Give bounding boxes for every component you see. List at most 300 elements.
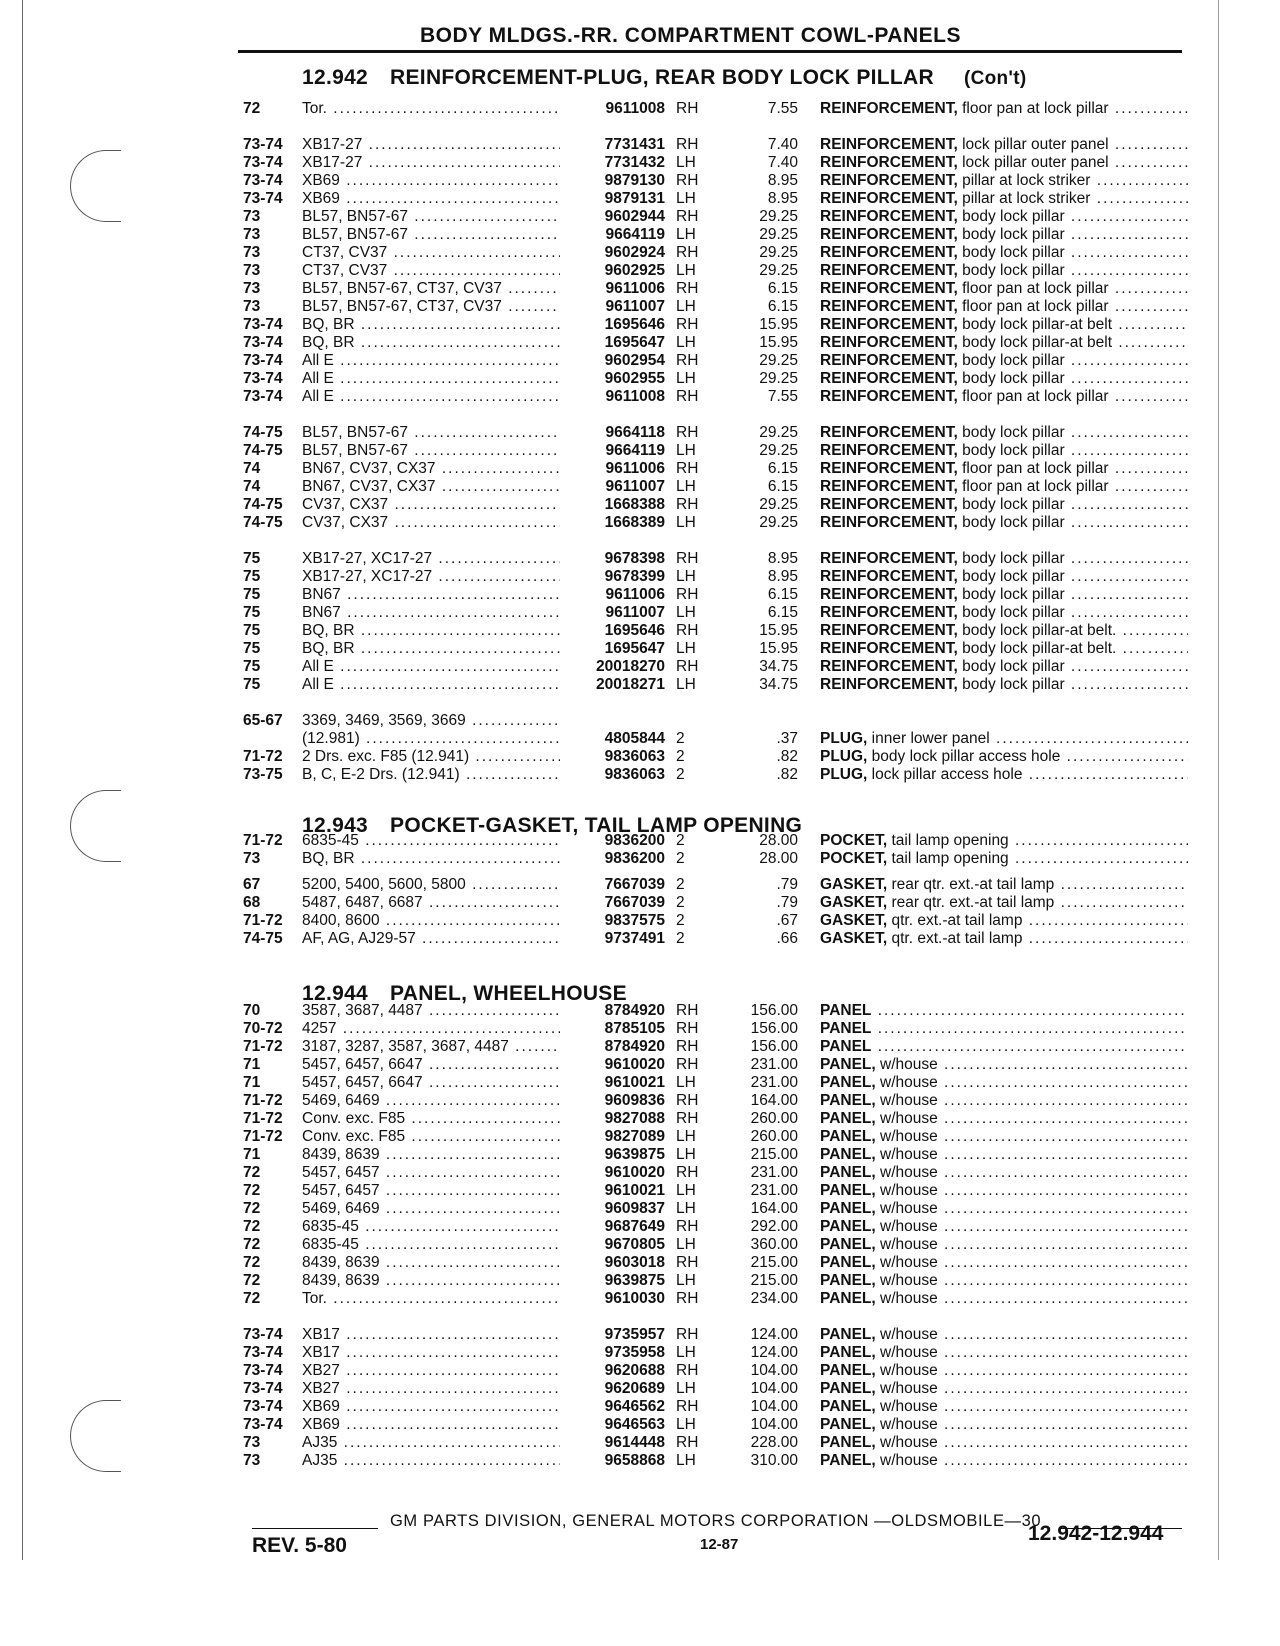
quantity-side: 2 (676, 912, 685, 929)
model-year: 74-75 (243, 514, 283, 531)
part-number: 9602954 (604, 352, 665, 369)
footer-rule (252, 1528, 378, 1529)
part-number: 9611006 (605, 280, 665, 297)
part-number: 9664119 (605, 226, 665, 243)
description-detail: body lock pillar-at belt ..... (958, 316, 1188, 333)
description-noun: PLUG, (820, 766, 868, 783)
model-applicability: CV37, CX37 ..... (302, 496, 560, 514)
model-year: 73-74 (243, 1344, 283, 1361)
model-year: 73 (243, 208, 261, 225)
quantity-side: RH (676, 550, 699, 567)
part-number: 9658868 (604, 1452, 665, 1469)
model-year: 75 (243, 568, 261, 585)
model-applicability: BQ, BR ..... (302, 850, 560, 868)
price: 29.25 (759, 496, 798, 513)
part-description (820, 1218, 1188, 1236)
model-applicability: BL57, BN57-67 ..... (302, 226, 560, 244)
part-number: 9670805 (604, 1236, 665, 1253)
part-number: 9836200 (604, 832, 665, 849)
model-applicability: BL57, BN57-67 ..... (302, 424, 560, 442)
description-detail: lock pillar outer panel ..... (958, 136, 1188, 153)
model-applicability: CV37, CX37 ..... (302, 514, 560, 532)
part-description (820, 316, 1188, 334)
model-applicability: BL57, BN57-67, CT37, CV37 ..... (302, 298, 560, 316)
part-number: 9610030 (604, 1290, 665, 1307)
description-noun: GASKET, (820, 894, 888, 911)
part-number: 9836200 (604, 850, 665, 867)
description-detail: w/house ..... (876, 1380, 1188, 1397)
description-detail: body lock pillar ..... (958, 586, 1188, 603)
description-noun: PANEL (820, 1020, 872, 1037)
model-applicability: BN67, CV37, CX37 ..... (302, 478, 560, 496)
price: 29.25 (759, 262, 798, 279)
model-applicability: Tor. ..... (302, 1290, 560, 1308)
description-noun: PANEL, (820, 1092, 876, 1109)
price: 15.95 (759, 622, 798, 639)
price: 28.00 (759, 832, 798, 849)
model-applicability: All E ..... (302, 370, 560, 388)
part-description (820, 1002, 1188, 1020)
description-detail: rear qtr. ext.-at tail lamp ..... (887, 876, 1188, 893)
part-number: 7667039 (604, 876, 665, 893)
price: 231.00 (750, 1182, 798, 1199)
description-detail: body lock pillar ..... (958, 352, 1188, 369)
price: 8.95 (767, 550, 798, 567)
model-applicability: Tor. ..... (302, 100, 560, 118)
model-year: 73-74 (243, 352, 283, 369)
description-detail: body lock pillar-at belt ..... (958, 334, 1188, 351)
price: 260.00 (750, 1128, 798, 1145)
description-noun: PANEL, (820, 1452, 876, 1469)
quantity-side: LH (676, 334, 696, 351)
quantity-side: RH (676, 622, 699, 639)
description-detail: body lock pillar ..... (958, 370, 1188, 387)
description-noun: REINFORCEMENT, (820, 154, 958, 171)
part-number: 9678399 (604, 568, 665, 585)
model-year: 72 (243, 1272, 261, 1289)
description-noun: PANEL, (820, 1344, 876, 1361)
model-year: 73 (243, 1434, 261, 1451)
quantity-side: RH (676, 1434, 699, 1451)
part-description (820, 352, 1188, 370)
description-noun: REINFORCEMENT, (820, 658, 958, 675)
price: .82 (776, 748, 798, 765)
quantity-side: LH (676, 604, 696, 621)
description-detail: w/house ..... (876, 1416, 1188, 1433)
part-description (820, 460, 1188, 478)
price: .37 (776, 730, 798, 747)
description-detail: w/house ..... (876, 1434, 1188, 1451)
model-applicability: All E ..... (302, 658, 560, 676)
description-detail: w/house ..... (876, 1146, 1188, 1163)
description-detail: floor pan at lock pillar ..... (958, 460, 1188, 477)
model-year: 72 (243, 1218, 261, 1235)
part-description (820, 658, 1188, 676)
price: .66 (776, 930, 798, 947)
price: 29.25 (759, 352, 798, 369)
part-number: 9611008 (605, 388, 665, 405)
part-description (820, 1146, 1188, 1164)
description-noun: PANEL, (820, 1128, 876, 1145)
description-detail: qtr. ext.-at tail lamp ..... (887, 930, 1188, 947)
model-applicability: BQ, BR ..... (302, 640, 560, 658)
part-description (820, 1020, 1188, 1038)
description-detail: w/house ..... (876, 1344, 1188, 1361)
section-range: 12.942-12.944 (1028, 1522, 1164, 1545)
part-description (820, 876, 1188, 894)
description-noun: PANEL, (820, 1380, 876, 1397)
part-number: 9609837 (604, 1200, 665, 1217)
price: 34.75 (759, 658, 798, 675)
description-noun: PANEL, (820, 1254, 876, 1271)
model-year: 73-74 (243, 1398, 283, 1415)
description-noun: GASKET, (820, 876, 888, 893)
model-year: 73-74 (243, 190, 283, 207)
part-description (820, 442, 1188, 460)
quantity-side: RH (676, 1038, 699, 1055)
description-detail: w/house ..... (876, 1128, 1188, 1145)
model-applicability: BN67, CV37, CX37 ..... (302, 460, 560, 478)
part-description (820, 244, 1188, 262)
model-applicability: Conv. exc. F85 ..... (302, 1128, 560, 1146)
description-detail: body lock pillar ..... (958, 604, 1188, 621)
part-number: 9610020 (604, 1056, 665, 1073)
price: 360.00 (750, 1236, 798, 1253)
price: 231.00 (750, 1164, 798, 1181)
part-description (820, 262, 1188, 280)
description-detail: tail lamp opening ..... (887, 832, 1188, 849)
description-detail (871, 1020, 1188, 1037)
part-number: 9610020 (604, 1164, 665, 1181)
model-year: 70-72 (243, 1020, 283, 1037)
quantity-side: RH (676, 352, 699, 369)
description-noun: REINFORCEMENT, (820, 676, 958, 693)
description-noun: REINFORCEMENT, (820, 460, 958, 477)
model-year: 72 (243, 1254, 261, 1271)
model-applicability: 8400, 8600 ..... (302, 912, 560, 930)
model-applicability: AF, AG, AJ29-57 ..... (302, 930, 560, 948)
quantity-side: RH (676, 1110, 699, 1127)
model-year: 73 (243, 262, 261, 279)
model-year: 72 (243, 1182, 261, 1199)
model-year: 65-67 (243, 712, 283, 729)
part-number: 9646562 (604, 1398, 665, 1415)
quantity-side: LH (676, 154, 696, 171)
model-applicability: 6835-45 ..... (302, 832, 560, 850)
model-applicability: XB27 ..... (302, 1380, 560, 1398)
part-description (820, 676, 1188, 694)
part-description (820, 1416, 1188, 1434)
description-detail: w/house ..... (876, 1056, 1188, 1073)
description-detail: pillar at lock striker ..... (958, 172, 1188, 189)
description-detail: rear qtr. ext.-at tail lamp ..... (887, 894, 1188, 911)
model-year: 75 (243, 586, 261, 603)
description-noun: PLUG, (820, 748, 868, 765)
description-detail: floor pan at lock pillar ..... (958, 280, 1188, 297)
part-description (820, 1452, 1188, 1470)
part-description (820, 832, 1188, 850)
description-detail: w/house ..... (876, 1362, 1188, 1379)
part-description (820, 388, 1188, 406)
quantity-side: LH (676, 1416, 696, 1433)
model-year: 71 (243, 1146, 261, 1163)
section-title: POCKET-GASKET, TAIL LAMP OPENING (390, 814, 803, 837)
description-noun: REINFORCEMENT, (820, 280, 958, 297)
price: 6.15 (767, 280, 798, 297)
part-number: 9639875 (604, 1272, 665, 1289)
price: 6.15 (767, 478, 798, 495)
model-year: 73-74 (243, 1416, 283, 1433)
description-noun: PANEL, (820, 1200, 876, 1217)
quantity-side: RH (676, 100, 699, 117)
model-year: 68 (243, 894, 261, 911)
part-number: 9602924 (604, 244, 665, 261)
model-applicability: All E ..... (302, 352, 560, 370)
section-heading-12-942 (302, 66, 1027, 90)
description-noun: REINFORCEMENT, (820, 334, 958, 351)
model-applicability: XB69 ..... (302, 172, 560, 190)
model-year: 75 (243, 604, 261, 621)
part-description (820, 1110, 1188, 1128)
description-noun: PANEL, (820, 1326, 876, 1343)
part-number: 9827088 (604, 1110, 665, 1127)
price: 104.00 (750, 1416, 798, 1433)
description-detail: w/house ..... (876, 1452, 1188, 1469)
price: 8.95 (767, 172, 798, 189)
price: 7.55 (767, 388, 798, 405)
part-description (820, 1290, 1188, 1308)
part-description (820, 100, 1188, 118)
description-noun: GASKET, (820, 930, 888, 947)
part-description (820, 1200, 1188, 1218)
part-number: 20018270 (596, 658, 665, 675)
description-noun: PANEL, (820, 1398, 876, 1415)
part-description (820, 334, 1188, 352)
price: 29.25 (759, 208, 798, 225)
description-noun: REINFORCEMENT, (820, 172, 958, 189)
quantity-side: RH (676, 1002, 699, 1019)
quantity-side: RH (676, 1218, 699, 1235)
model-year: 75 (243, 550, 261, 567)
model-applicability: 3369, 3469, 3569, 3669 ..... (302, 712, 560, 730)
description-noun: REINFORCEMENT, (820, 100, 958, 117)
model-applicability: 3187, 3287, 3587, 3687, 4487 ..... (302, 1038, 560, 1056)
part-description (820, 622, 1188, 640)
quantity-side: RH (676, 1164, 699, 1181)
model-year: 74-75 (243, 930, 283, 947)
description-detail: w/house ..... (876, 1326, 1188, 1343)
part-number: 7667039 (604, 894, 665, 911)
description-detail: body lock pillar ..... (958, 442, 1188, 459)
model-year: 73-75 (243, 766, 283, 783)
quantity-side: RH (676, 424, 699, 441)
price: 29.25 (759, 226, 798, 243)
description-detail: pillar at lock striker ..... (958, 190, 1188, 207)
part-number: 1695647 (604, 640, 665, 657)
model-applicability: XB27 ..... (302, 1362, 560, 1380)
model-year: 74 (243, 478, 261, 495)
quantity-side: 2 (676, 832, 685, 849)
model-applicability: 8439, 8639 ..... (302, 1146, 560, 1164)
quantity-side: LH (676, 190, 696, 207)
price: 28.00 (759, 850, 798, 867)
part-description (820, 1434, 1188, 1452)
quantity-side: 2 (676, 730, 685, 747)
model-year: 73-74 (243, 136, 283, 153)
part-description (820, 370, 1188, 388)
description-detail: body lock pillar-at belt. ..... (958, 640, 1188, 657)
quantity-side: LH (676, 442, 696, 459)
part-description (820, 550, 1188, 568)
part-number: 9611006 (605, 586, 665, 603)
description-detail: body lock pillar ..... (958, 208, 1188, 225)
description-detail: body lock pillar ..... (958, 568, 1188, 585)
part-number: 9620689 (604, 1380, 665, 1397)
description-detail: w/house ..... (876, 1182, 1188, 1199)
part-description (820, 1362, 1188, 1380)
part-number: 9609836 (604, 1092, 665, 1109)
part-number: 9879130 (604, 172, 665, 189)
part-description (820, 154, 1188, 172)
model-applicability: Conv. exc. F85 ..... (302, 1110, 560, 1128)
section-title: PANEL, WHEELHOUSE (390, 982, 627, 1005)
description-noun: REINFORCEMENT, (820, 514, 958, 531)
description-detail: body lock pillar ..... (958, 550, 1188, 567)
part-number: 9611006 (605, 460, 665, 477)
part-number: 1695647 (604, 334, 665, 351)
model-year: 72 (243, 1290, 261, 1307)
part-number: 9678398 (604, 550, 665, 567)
model-year: 73-74 (243, 1380, 283, 1397)
quantity-side: LH (676, 1128, 696, 1145)
model-year: 67 (243, 876, 261, 893)
quantity-side: RH (676, 1254, 699, 1271)
section-number: 12.943 (302, 814, 369, 837)
quantity-side: 2 (676, 748, 685, 765)
part-description (820, 730, 1188, 748)
description-detail: w/house ..... (876, 1272, 1188, 1289)
description-noun: REINFORCEMENT, (820, 244, 958, 261)
model-year: 71-72 (243, 1110, 283, 1127)
price: 29.25 (759, 442, 798, 459)
price: 6.15 (767, 586, 798, 603)
model-year: 73 (243, 280, 261, 297)
model-applicability: XB17-27, XC17-27 ..... (302, 550, 560, 568)
description-noun: REINFORCEMENT, (820, 424, 958, 441)
description-noun: REINFORCEMENT, (820, 352, 958, 369)
description-noun: REINFORCEMENT, (820, 190, 958, 207)
part-number: 9836063 (604, 766, 665, 783)
part-number: 7731431 (604, 136, 665, 153)
description-detail: w/house ..... (876, 1110, 1188, 1127)
description-detail: lock pillar access hole ..... (867, 766, 1188, 783)
model-applicability: 3587, 3687, 4487 ..... (302, 1002, 560, 1020)
model-year: 73 (243, 1452, 261, 1469)
description-detail: body lock pillar ..... (958, 496, 1188, 513)
part-number: 9611007 (605, 478, 665, 495)
price: 215.00 (750, 1254, 798, 1271)
page-title: BODY MLDGS.-RR. COMPARTMENT COWL-PANELS (420, 24, 961, 47)
part-number: 9620688 (604, 1362, 665, 1379)
description-detail: body lock pillar ..... (958, 424, 1188, 441)
description-noun: REINFORCEMENT, (820, 496, 958, 513)
description-noun: REINFORCEMENT, (820, 442, 958, 459)
quantity-side: RH (676, 460, 699, 477)
part-number: 9737491 (604, 930, 665, 947)
part-description (820, 424, 1188, 442)
description-noun: REINFORCEMENT, (820, 136, 958, 153)
price: 104.00 (750, 1362, 798, 1379)
price: 7.40 (767, 136, 798, 153)
model-applicability: 5457, 6457, 6647 ..... (302, 1074, 560, 1092)
part-number: 9827089 (604, 1128, 665, 1145)
quantity-side: LH (676, 676, 696, 693)
model-applicability: B, C, E-2 Drs. (12.941) ..... (302, 766, 560, 784)
description-noun: PANEL (820, 1002, 872, 1019)
model-applicability: 4257 ..... (302, 1020, 560, 1038)
description-noun: REINFORCEMENT, (820, 550, 958, 567)
price: 231.00 (750, 1056, 798, 1073)
part-number: 8784920 (604, 1038, 665, 1055)
description-noun: PANEL, (820, 1074, 876, 1091)
model-applicability: XB69 ..... (302, 190, 560, 208)
price: 6.15 (767, 604, 798, 621)
part-description (820, 514, 1188, 532)
description-noun: REINFORCEMENT, (820, 226, 958, 243)
part-number: 9610021 (604, 1182, 665, 1199)
model-applicability: XB17-27, XC17-27 ..... (302, 568, 560, 586)
part-number: 9603018 (604, 1254, 665, 1271)
price: 29.25 (759, 370, 798, 387)
part-description (820, 1074, 1188, 1092)
description-detail: lock pillar outer panel ..... (958, 154, 1188, 171)
header-rule (238, 50, 1182, 53)
page-edge-left (22, 0, 23, 1560)
quantity-side: RH (676, 496, 699, 513)
model-applicability: AJ35 ..... (302, 1434, 560, 1452)
part-number: 1668388 (604, 496, 665, 513)
part-description (820, 912, 1188, 930)
price: 29.25 (759, 514, 798, 531)
part-description (820, 136, 1188, 154)
description-noun: REINFORCEMENT, (820, 298, 958, 315)
model-year: 71-72 (243, 832, 283, 849)
model-applicability: BN67 ..... (302, 604, 560, 622)
model-applicability: 5200, 5400, 5600, 5800 ..... (302, 876, 560, 894)
quantity-side: LH (676, 640, 696, 657)
quantity-side: RH (676, 1362, 699, 1379)
price: .79 (776, 894, 798, 911)
price: 260.00 (750, 1110, 798, 1127)
part-number: 1695646 (604, 316, 665, 333)
description-noun: PANEL, (820, 1236, 876, 1253)
description-detail: floor pan at lock pillar ..... (958, 298, 1188, 315)
model-applicability: All E ..... (302, 676, 560, 694)
part-description (820, 208, 1188, 226)
model-year: 73-74 (243, 316, 283, 333)
model-year: 73-74 (243, 1326, 283, 1343)
price: 8.95 (767, 568, 798, 585)
part-number: 9611007 (605, 298, 665, 315)
model-applicability: 5469, 6469 ..... (302, 1200, 560, 1218)
description-detail: body lock pillar ..... (958, 658, 1188, 675)
part-description (820, 478, 1188, 496)
description-detail: w/house ..... (876, 1164, 1188, 1181)
model-applicability: All E ..... (302, 388, 560, 406)
model-year: 73 (243, 244, 261, 261)
quantity-side: 2 (676, 876, 685, 893)
part-description (820, 1092, 1188, 1110)
